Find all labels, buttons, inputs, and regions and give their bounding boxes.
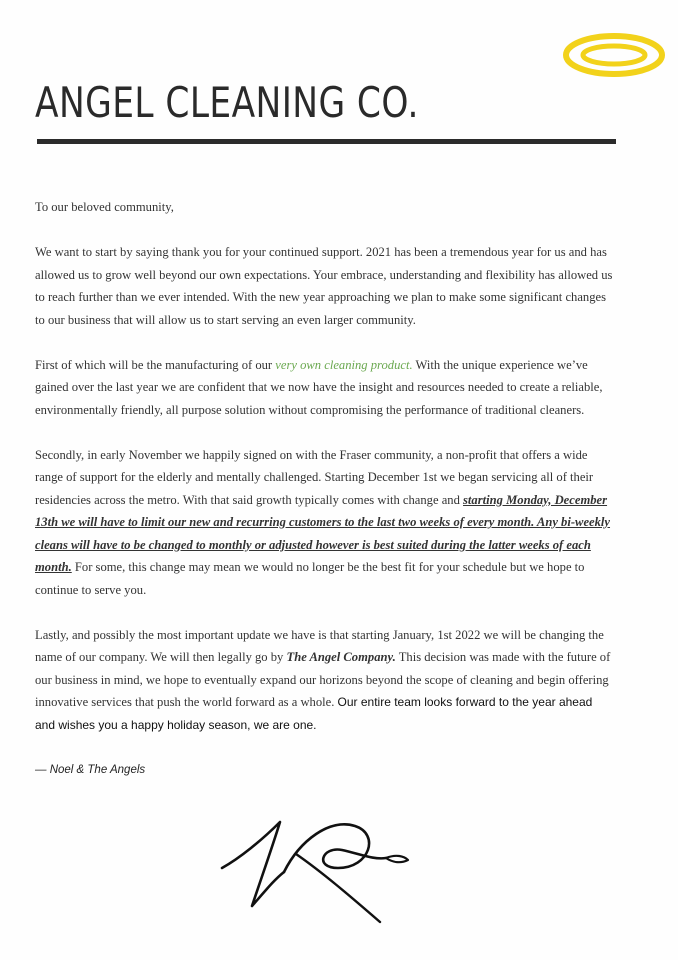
company-title: ANGEL CLEANING CO. — [35, 78, 419, 127]
paragraph-thanks: We want to start by saying thank you for your continued support. 2021 has been a tremendous year for us and has allowed us to grow well beyond our own expectations. Your embrace, understanding and flexibility has allowed us to reach further than we ever intended. With the new year approaching we plan to make some significant changes to our business that will allow us to start serving an even larger community. — [35, 245, 613, 327]
closing-wishes: Our entire team looks forward to the year ahead and wishes you a happy holiday season, we are one. — [35, 695, 593, 732]
paragraph-schedule-text-a: Secondly, in early November we happily signed on with the Fraser community, a non-profit that offers a wide range of support for the elderly and mentally challenged. Starting December 1st we began servicing all of their residencies across the metro. With that said growth typically comes with change and — [35, 447, 594, 507]
letter-body — [35, 196, 615, 804]
greeting: To our beloved community, — [35, 200, 174, 214]
paragraph-rename-text-b: This decision was made with the future of our business in mind, we hope to eventually expand our horizons beyond the scope of cleaning and begin offering innovative services that push the world forward as a whole. — [35, 650, 611, 709]
paragraph-product — [35, 354, 615, 422]
schedule-change-notice: starting Monday, December 13th we will have to limit our new and recurring customers to the last two weeks of every month. Any bi-weekly cleans will have to be changed to monthly or adjusted however is best suited during the latter weeks of each month. — [35, 492, 611, 574]
paragraph-schedule — [35, 444, 615, 602]
halo-icon — [560, 30, 668, 80]
paragraph-schedule-text-b: For some, this change may mean we would no longer be the best fit for your schedule but we hope to continue to serve you. — [35, 560, 585, 597]
paragraph-product-text-b: With the unique experience we’ve gained over the last year we are confident that we now have the insight and resources needed to create a reliable, environmentally friendly, all purpose solution without compromising the performance of traditional cleaners. — [35, 357, 603, 417]
signoff: — Noel & The Angels — [35, 763, 146, 776]
paragraph-rename — [35, 624, 615, 737]
handwritten-signature — [210, 810, 420, 930]
new-company-name: The Angel Company. — [286, 650, 396, 664]
product-highlight: very own cleaning product. — [275, 357, 413, 372]
paragraph-product-text-a: First of which will be the manufacturing of our — [35, 357, 276, 372]
paragraph-rename-text-a: Lastly, and possibly the most important update we have is that starting January, 1st 2022 we will be changing the name of our company. We will then legally go by — [35, 627, 604, 664]
title-divider — [37, 139, 616, 144]
